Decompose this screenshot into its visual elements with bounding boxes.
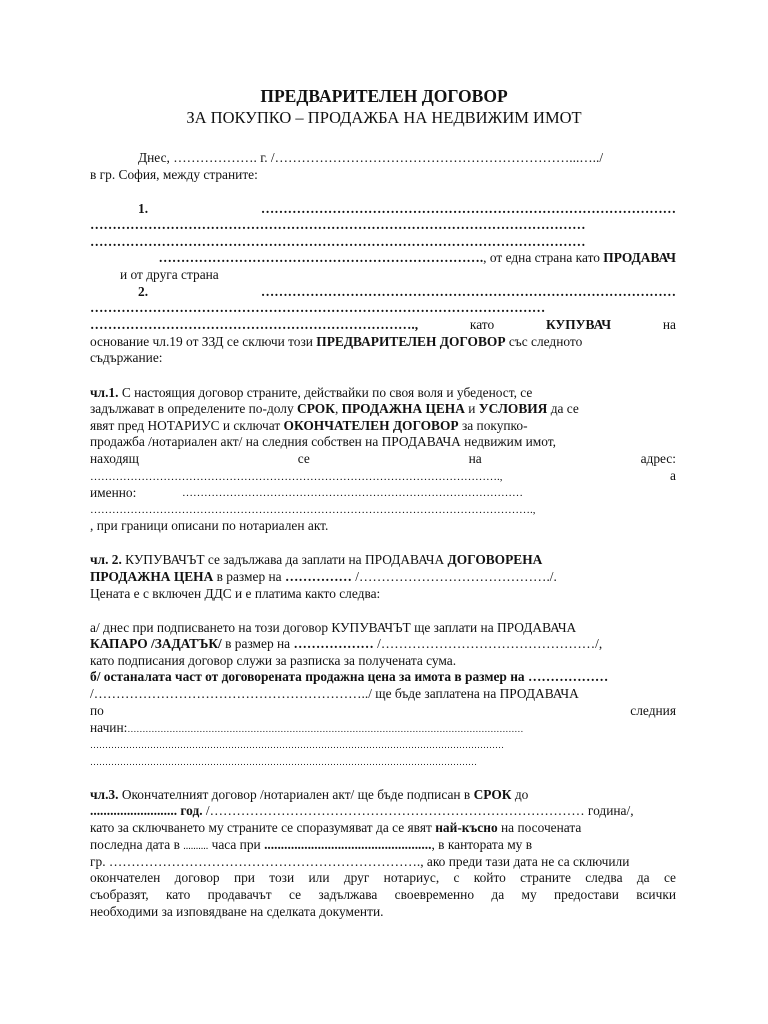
art2-kaparo: КАПАРО /ЗАДАТЪК/ [90,636,222,651]
art1-okon: ОКОНЧАТЕЛЕН ДОГОВОР [283,418,459,433]
party1-line2: ………………………………………………………………………………………………… [90,217,586,232]
art2-b-nachin: начин: [90,720,128,735]
art2-b-line5: ………………………………………………………………………………………………………………………… [90,740,504,750]
art2-amount-dots: …………… [284,569,352,584]
art1-line3 [90,418,676,434]
art3-text4e: , в кантората му в [431,837,533,852]
art3-nai-kasno: най-късно [435,820,498,835]
art2-b-text: б/ останалата част от договорената продажна цена за имота в размер на [90,669,528,684]
party2-role: КУПУВАЧ [545,317,612,332]
art3-label: чл.3. [90,787,119,802]
art3-line8: необходими за изповядване на сделката документи. [90,904,384,919]
art1-text2b: , [334,401,342,416]
art2-line2 [90,569,676,585]
art3-text1: Окончателният договор /нотариален акт/ ще бъде подписан в [118,787,474,802]
art2-a-line2 [90,636,676,652]
party1-dots1: ………………………………………………………………………………… [260,201,676,216]
art2-b-dots4: …………………………………………………………………………………………………………………… [127,724,524,734]
party1-line3: ………………………………………………………………………………………………… [90,234,586,249]
art3-text1b: до [511,787,529,802]
art1-text6a: …………………………………………………………………………………………………., [90,471,503,483]
art1-line9: , при граници описани по нотариален акт. [90,518,329,533]
party2-line3 [90,317,676,333]
party2-line2: ………………………………………………………………………………………… [90,300,546,315]
art1-text5d: адрес: [640,451,676,466]
art2-amount-words: /……………………………………./. [351,569,557,584]
art3-line7: съобразят, като продавачът се задължава своевременно да му предостави всички [90,887,676,902]
art2-label: чл. 2. [90,552,122,567]
art3-hour-dots: .......... [183,841,209,852]
art2-b-dots: ……………… [527,669,609,684]
art1-line6 [90,468,676,485]
art1-text3a: явят пред НОТАРИУС и сключат [90,418,284,433]
art1-label: чл.1. [90,385,119,400]
art1-text2c: и [464,401,479,416]
art3-line3 [90,820,676,836]
art2-b-po: по [90,703,104,718]
art2-a-line3: като подписания договор служи за разписка за получената сума. [90,653,457,668]
art1-line7 [90,485,676,501]
art1-line8: …………………………………………………………………………………………………………., [90,504,536,516]
art1-text1: С настоящия договор страните, действайки по своя воля и убеденост, се [118,385,533,400]
art1-text2a: задължават в определените по-долу [90,401,298,416]
party2-line4 [90,334,676,350]
intro-date-line: Днес, ………………. г. /…………………………………………………………...…../ [138,150,604,165]
art2-b-line2: /……………………………………………………../ ще бъде заплатена на ПРОДАВАЧА [90,686,579,701]
art2-b-line6: ………………………………………………………………………………………………………………… [90,757,477,767]
art3-text3a: като за сключването му страните се споразумяват да се явят [90,820,436,835]
art2-cena: ПРОДАЖНА ЦЕНА [90,569,214,584]
art3-line5: гр. ……………………………………………………………., ако преди тази дата не са сключили [90,854,630,869]
party2-dots1: ………………………………………………………………………………… [260,284,676,299]
art1-usloviya: УСЛОВИЯ [478,401,548,416]
party1-number: 1. [138,201,149,216]
art2-a-words: /…………………………………………/, [373,636,603,651]
art3-line6: окончателен договор при този или друг нотариус, с който страните следва да се [90,870,676,885]
art3-text4c: часа при [208,837,265,852]
art1-text2d: да се [547,401,579,416]
art3-text3b: на посочената [497,820,582,835]
party2-number: 2. [138,284,149,299]
art1-text3b: за покупко- [458,418,528,433]
party2-line5: съдържание: [90,350,163,365]
party2-na: на [662,317,676,332]
art3-line1 [90,787,676,803]
art3-line2 [90,803,676,819]
art1-text6b: а [670,468,676,483]
art2-b-line4 [90,720,676,737]
art1-line2 [90,401,676,417]
art1-line1 [90,385,676,401]
art1-text5b: се [297,451,310,466]
party2-basis-end: със следното [505,334,583,349]
art2-line1 [90,552,676,568]
art1-cena: ПРОДАЖНА ЦЕНА [341,401,465,416]
art1-dots7: ………………………………………………………………………………… [182,487,523,499]
document-subtitle: ЗА ПОКУПКО – ПРОДАЖБА НА НЕДВИЖИМ ИМОТ [186,108,582,127]
art3-srok: СРОК [473,787,512,802]
art2-b-line1 [90,669,676,685]
art1-text5a: находящ [90,451,139,466]
art2-a-line1: а/ днес при подписването на този договор КУПУВАЧЪТ ще заплати на ПРОДАВАЧА [90,620,577,635]
party2-dots3: ………………………………………………………………., [90,317,419,332]
party1-line1 [90,201,676,217]
art3-year-dots: .......................... год. [90,803,203,818]
art1-line5 [90,451,676,467]
party1-dots4: ………………………………………………………………. [158,250,484,265]
art3-year-words: /………………………………………………………………………… година/, [202,803,634,818]
party2-line1 [90,284,676,300]
art1-srok: СРОК [297,401,335,416]
intro-city-line: в гр. София, между страните: [90,167,258,182]
art2-dogovorena: ДОГОВОРЕНА [447,552,543,567]
art3-notary-dots: .................................................. [264,837,432,852]
art2-text2b: в размер на [213,569,285,584]
party1-role: ПРОДАВАЧ [603,250,676,265]
art2-b-line3 [90,703,676,719]
party2-contract-name: ПРЕДВАРИТЕЛЕН ДОГОВОР [316,334,506,349]
art2-text1: КУПУВАЧЪТ се задължава да заплати на ПРОДАВАЧА [121,552,448,567]
party2-basis: основание чл.19 от ЗЗД се сключи този [90,334,317,349]
art2-a-dots: ……………… [293,636,374,651]
party1-role-prefix: , от една страна като [483,250,604,265]
art3-text4a: последна дата в [90,837,184,852]
art2-line3: Цената е с включен ДДС и е платима както следва: [90,586,381,601]
party1-line4 [90,250,676,266]
party1-line5: и от друга страна [120,267,219,282]
art1-text7a: именно: [90,485,137,500]
art2-b-sledniya: следния [630,703,676,718]
art2-a-text: в размер на [221,636,294,651]
art1-line4: продажба /нотариален акт/ на следния собствен на ПРОДАВАЧА недвижим имот, [90,434,556,449]
party2-kato: като [469,317,495,332]
document-title: ПРЕДВАРИТЕЛЕН ДОГОВОР [260,86,508,106]
art1-text5c: на [468,451,482,466]
art3-line4 [90,837,676,855]
